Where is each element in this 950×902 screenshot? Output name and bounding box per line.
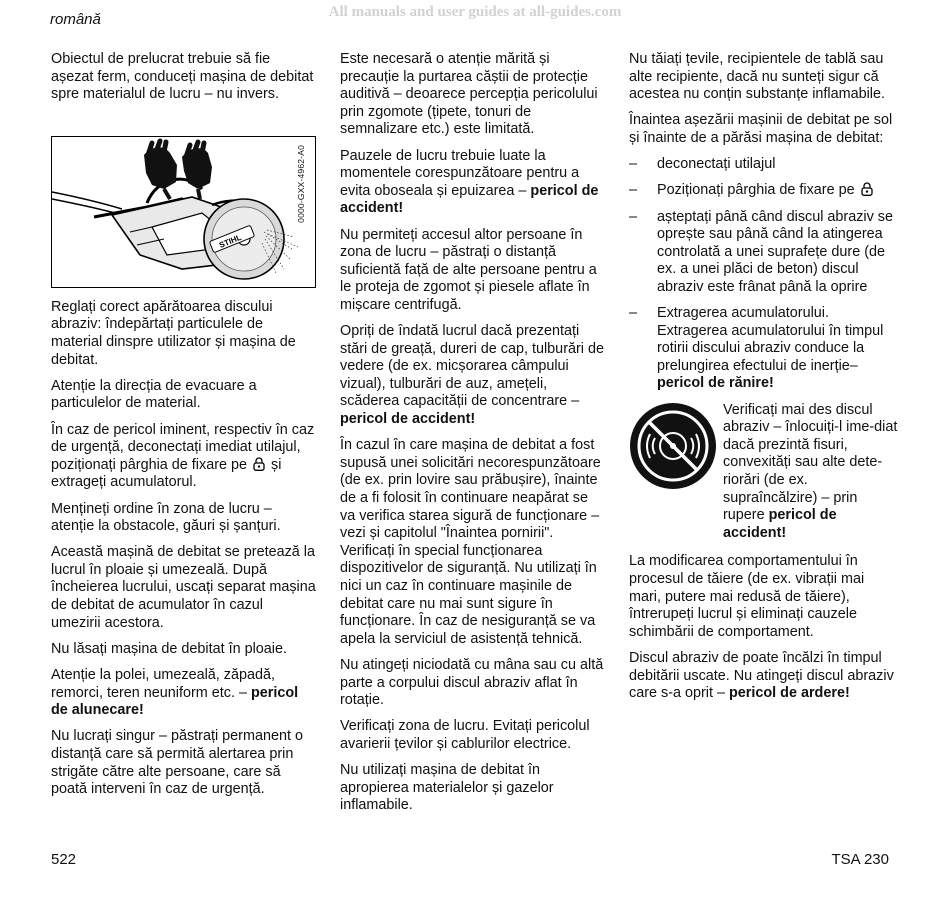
hazard-warning: pericol de accident!	[723, 507, 837, 541]
list-dash: –	[629, 182, 638, 199]
paragraph-text: În caz de pericol iminent, respectiv în caz de urgență, deconectați imediat utilajul, poziționați pârghia de fixare pe	[51, 421, 315, 473]
paragraph: Mențineți ordine în zona de lucru – atenție la obstacole, găuri și șanțuri.	[51, 500, 281, 535]
paragraph: Este necesară o atenție mărită și precauție la purtarea căștii de protecție auditivă – deoarece percepția pericolului prin zgomote (țipete, tonuri de semnalizare etc.) este limitată.	[340, 51, 598, 138]
list-dash: –	[629, 208, 638, 225]
paragraph: Nu tăiați țevile, recipientele de tablă sau alte recipiente, dacă nu sunteți sigur că acestea nu conțin substanțe inflamabile.	[629, 51, 885, 103]
language-label: română	[50, 11, 101, 28]
cut-off-machine-figure	[51, 136, 316, 288]
figure-code: 0000-GXX-4962-A0	[296, 144, 307, 223]
list-item	[629, 209, 899, 297]
paragraph: Atenție la direcția de evacuare a particulelor de material.	[51, 377, 257, 412]
paragraph: La modificarea comportamentului în procesul de tăiere (de ex. vibrații mai mari, putere mai redusă de tăiere), întrerupeți lucrul și eliminați cauzele schimbării de comportament.	[629, 553, 865, 640]
brand-label: STIHL	[217, 232, 243, 250]
watermark: All manuals and user guides at all-guides.com	[328, 4, 622, 20]
column-2	[340, 51, 606, 824]
paragraph	[51, 667, 316, 720]
column-1	[51, 51, 316, 807]
paragraph	[51, 422, 316, 492]
paragraph: Nu lucrați singur – păstrați permanent o distanță care să permită alertarea prin strigăte către alte persoane, care să poată interveni în caz de urgență.	[51, 728, 303, 798]
page-number: 522	[51, 851, 77, 868]
cut-off-machine-illustration	[52, 137, 315, 287]
paragraph-text: Opriți de îndată lucrul dacă prezentați stări de greață, dureri de cap, tulburări de vedere (de ex. micșorarea câmpului vizual), tulburări de auz, amețeli, scăderea capacității de concentrare –	[340, 323, 604, 410]
hazard-warning: pericol de alunecare!	[51, 684, 299, 719]
list-item	[629, 182, 899, 200]
hazard-warning: pericol de rănire!	[657, 375, 774, 392]
list-item	[629, 305, 899, 393]
list-item-text: Poziționați pârghia de fixare pe	[657, 182, 855, 199]
paragraph: Nu lăsați mașina de debitat în ploaie.	[51, 640, 287, 657]
list-item-text: așteptați până când discul abraziv se oprește sau până când la atingerea controlată a unei suprafețe dure (de ex. a unei plăci de beton) discul abraziv este frânat până la oprire	[657, 208, 893, 295]
paragraph: Verificați zona de lucru. Evitați pericolul avarierii țevilor și cablurilor electrice.	[340, 718, 590, 752]
paragraph	[629, 650, 899, 703]
paragraph: Reglați corect apărătoarea discului abraziv: îndepărtați particulele de material dinspre utilizator și mașina de debitat.	[51, 298, 296, 368]
paragraph: Înaintea așezării mașinii de debitat pe sol și înainte de a părăsi mașina de debitat:	[629, 112, 893, 146]
lock-icon	[861, 182, 873, 196]
paragraph: Nu atingeți niciodată cu mâna sau cu altă parte a corpului discul abraziv aflat în rotație.	[340, 656, 604, 709]
hazard-warning: pericol de accident!	[340, 411, 476, 428]
paragraph-text: Discul abraziv de poate încălzi în timpul debitării uscate. Nu atingeți discul abraziv care s-a oprit –	[629, 649, 894, 702]
column-3	[629, 51, 899, 711]
list-item-text: Extragerea acumulatorului. Extragerea acumulatorului în timpul rotirii discului abraziv conduce la prelungirea efectului de inerție–	[657, 305, 884, 374]
model-name: TSA 230	[831, 851, 889, 868]
paragraph: Nu utilizați mașina de debitat în apropierea materialelor și gazelor inflamabile.	[340, 762, 554, 814]
lock-icon	[253, 457, 265, 471]
list-dash: –	[629, 305, 638, 322]
hazard-warning: pericol de accident!	[340, 182, 599, 217]
list-item	[629, 156, 899, 174]
list-item-text: deconectați utilajul	[657, 156, 776, 173]
paragraph: În cazul în care mașina de debitat a fost supusă unei solicitări necorespunzătoare (de ex. prin lovire sau prăbușire), înainte de a fi folosit în continuare neapărat se va verifica starea sigură de funcționare – vezi și capitolul "Înaintea pornirii". Verificați în special funcționarea dispozitivelor de siguranță. Nu utilizați în nici un caz în continuare mașinile de debitat care nu mai sunt sigure în funcționare. În caz de nesiguranță se va apela la serviciul de asistență tehnică.	[340, 437, 601, 647]
paragraph: Această mașină de debitat se pretează la lucrul în ploaie și umezeală. După încheierea lucrului, uscați separat mașina de debitat de acumulator în cazul umezirii acestora.	[51, 544, 316, 631]
list-dash: –	[629, 156, 638, 173]
hazard-warning: pericol de ardere!	[728, 685, 850, 702]
paragraph: Nu permiteți accesul altor persoane în zona de lucru – păstrați o distanță suficientă față de alte persoane pentru a le proteja de zgomot și piesele aflate în mișcare centrifugă.	[340, 226, 597, 313]
paragraph	[340, 148, 606, 218]
paragraph-text: și extrageți acumulatorul.	[51, 456, 282, 491]
warning-text: Verificați mai des discul abraziv – înlocuiți-l ime-diat dacă prezintă fisuri, convexități sau alte dete-riorări (de ex. supraîncălzire) – prin rupere	[723, 401, 898, 524]
paragraph-text: Atenție la polei, umezeală, zăpadă, remorci, teren neuniform etc. –	[51, 667, 276, 701]
paragraph-text: Pauzele de lucru trebuie luate la momentele corespunzătoare pentru a evita oboseala și epuizarea –	[340, 147, 580, 199]
disc-warning-block	[629, 402, 899, 543]
paragraph: Obiectul de prelucrat trebuie să fie așezat ferm, conduceți mașina de debitat spre materialul de lucru – nu invers.	[51, 51, 314, 103]
damaged-disc-warning-icon	[629, 402, 717, 490]
paragraph	[340, 323, 606, 429]
